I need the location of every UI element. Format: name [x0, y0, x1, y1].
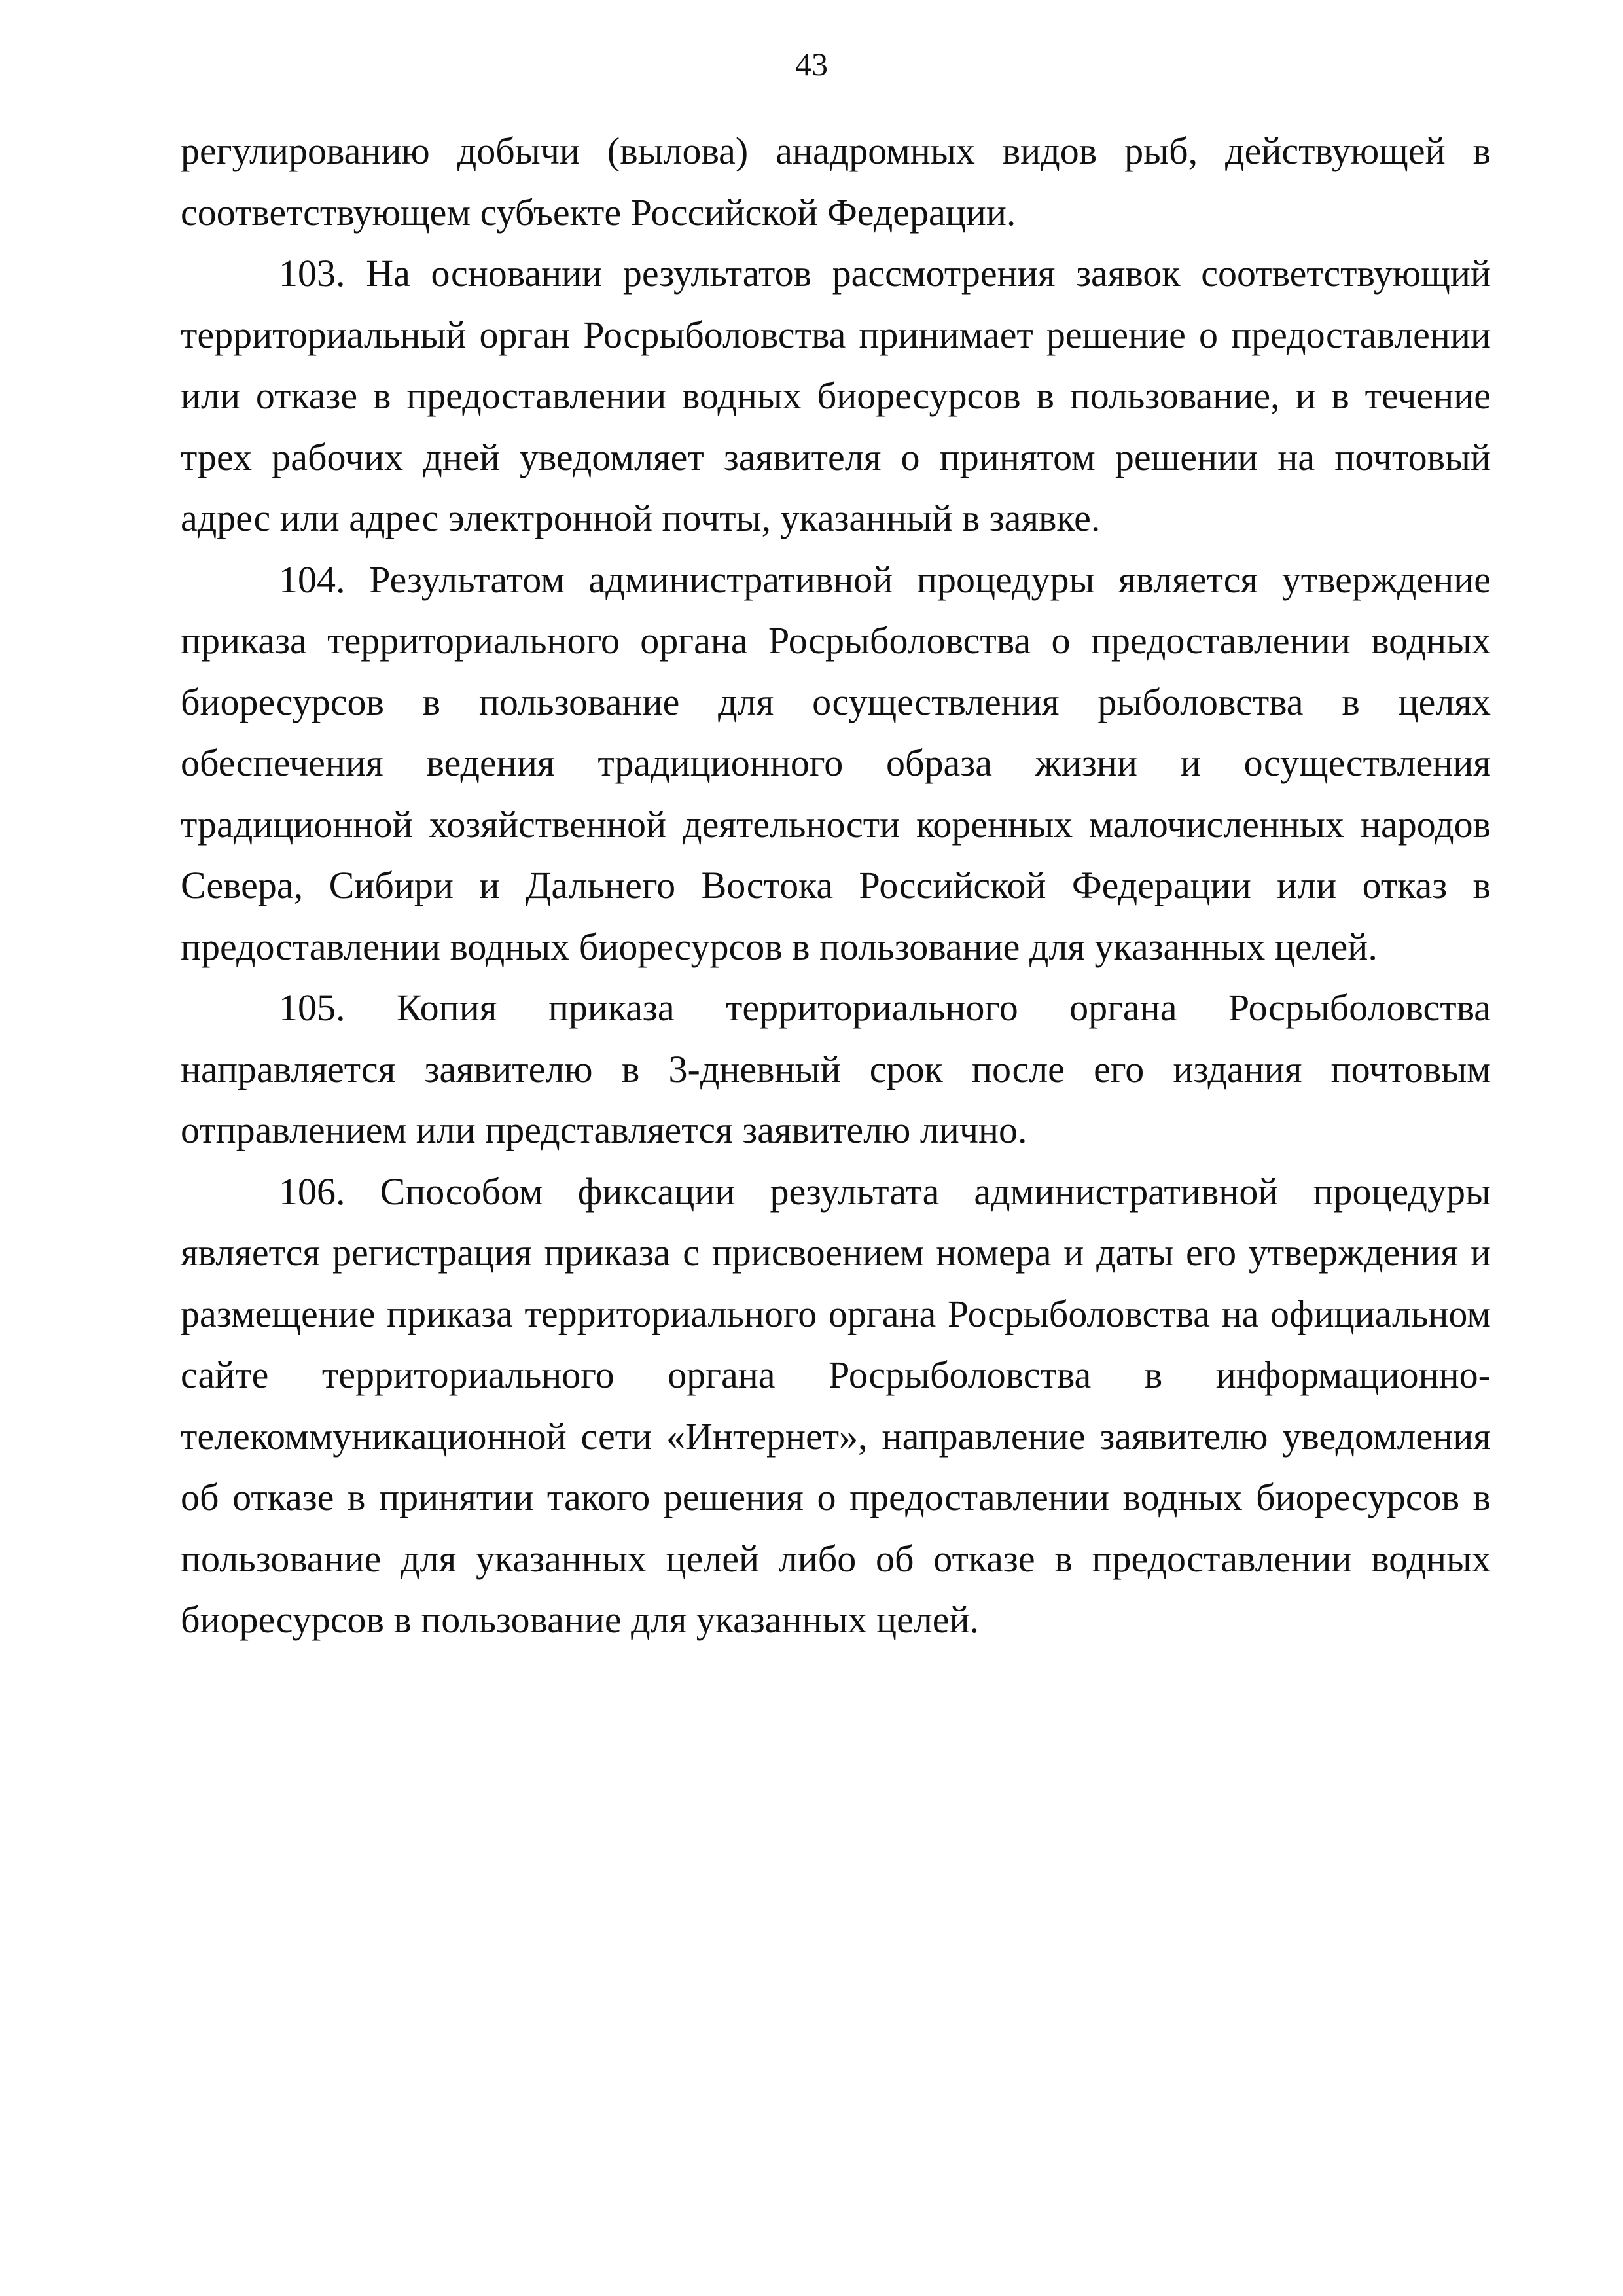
paragraph-104: 104. Результатом административной процедуры является утверждение приказа территориального органа Росрыболовства о предоставлении водных биоресурсов в пользование для осуществления рыболовства в целях обеспечения ведения традиционного образа жизни и осуществления традиционной хозяйственной деятельности коренных малочисленных народов Севера, Сибири и Дальнего Востока Российской Федерации или отказ в предоставлении водных биоресурсов в пользование для указанных целей. [181, 558, 1491, 968]
paragraph-105: 105. Копия приказа территориального органа Росрыболовства направляется заявителю в 3-дневный срок после его издания почтовым отправлением или представляется заявителю лично. [181, 986, 1491, 1151]
paragraph-106: 106. Способом фиксации результата административной процедуры является регистрация приказа с присвоением номера и даты его утверждения и размещение приказа территориального органа Росрыболовства на официальном сайте территориального органа Росрыболовства в информационно-телекоммуникационной сети «Интернет», направление заявителю уведомления об отказе в принятии такого решения о предоставлении водных биоресурсов в пользование для указанных целей либо об отказе в предоставлении водных биоресурсов в пользование для указанных целей. [181, 1170, 1491, 1641]
paragraph-103: 103. На основании результатов рассмотрения заявок соответствующий территориальный орган Росрыболовства принимает решение о предоставлении или отказе в предоставлении водных биоресурсов в пользование, и в течение трех рабочих дней уведомляет заявителя о принятом решении на почтовый адрес или адрес электронной почты, указанный в заявке. [181, 252, 1491, 539]
page-number: 43 [795, 46, 828, 82]
document-body [181, 120, 1491, 1651]
paragraph-continuation: регулированию добычи (вылова) анадромных видов рыб, действующей в соответствующем субъекте Российской Федерации. [181, 130, 1491, 234]
